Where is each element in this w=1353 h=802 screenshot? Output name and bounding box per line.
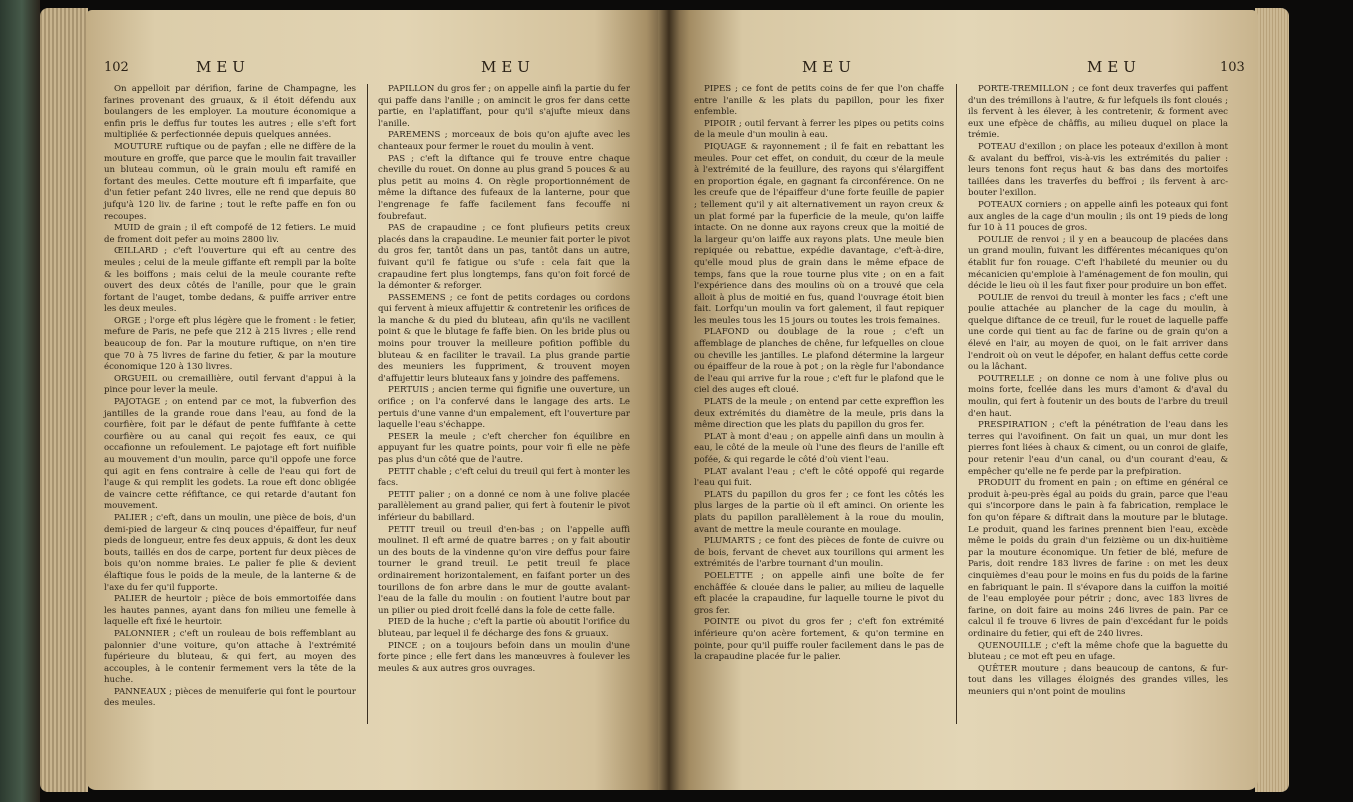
dictionary-entry: QUENOUILLE ; c'eft la même chofe que la baguette du bluteau ; ce mot eft peu en ufage. [968,640,1228,663]
dictionary-entry: PIPOIR ; outil fervant à ferrer les pipes ou petits coins de la meule d'un moulin à eau. [694,118,944,141]
right-page-number: 103 [1220,60,1245,75]
dictionary-entry: PLATS du papillon du gros fer ; ce font les côtés les plus larges de la partie où il eft aminci. On oriente les plats du papillon parallèlement à la roue du moulin, avant de mettre la meule courante en moulage. [694,489,944,535]
dictionary-entry: PETIT chable ; c'eft celui du treuil qui fert à monter les facs. [378,466,630,489]
dictionary-entry: PLAT à mont d'eau ; on appelle ainfi dans un moulin à eau, le côté de la meule où l'une des fleurs de l'anille eft pofée, & qui regarde le côté d'où vient l'eau. [694,431,944,465]
left-running-head-1: MEU [196,58,250,76]
column-divider [956,84,957,724]
dictionary-entry: PAPILLON du gros fer ; on appelle ainfi la partie du fer qui paffe dans l'anille ; on amincit le gros fer dans cette partie, en l'aplatiffant, pour qu'il s'ajufte mieux dans l'anille. [378,84,630,129]
dictionary-entry: ORGUEIL ou cremaillière, outil fervant d'appui à la pince pour lever la meule. [104,373,356,396]
dictionary-entry: QUÊTER mouture ; dans beaucoup de cantons, & fur-tout dans les villages éloignés des grandes villes, les meuniers qui n'ont point de moulins [968,663,1228,697]
right-running-head-2: MEU [1087,58,1141,76]
book-cover-left [0,0,40,802]
page-edges-left [40,8,88,792]
dictionary-entry: PLAFOND ou doublage de la roue ; c'eft un affemblage de planches de chêne, fur lefquelles on cloue ou cheville les jantilles. Le plafond détermine la largeur ou épaiffeur de la roue à pot ; on la règle fur l'abondance de l'eau qui arrive fur la roue ; c'eft fur le plafond que le ciel des auges eft cloué. [694,327,944,396]
dictionary-entry: POTEAU d'exillon ; on place les poteaux d'exillon à mont & avalant du beffroi, vis-à-vis les extrémités du palier : leurs tenons font reçus haut & bas dans des mortoifes taillées dans les traverfes du beffroi ; ils fervent à arc-bouter l'exillon. [968,141,1228,199]
dictionary-entry: PLAT avalant l'eau ; c'eft le côté oppofé qui regarde l'eau qui fuit. [694,466,944,489]
right-page-column-2 [968,84,1228,698]
dictionary-entry: PESER la meule ; c'eft chercher fon équilibre en appuyant fur les quatre points, pour voir fi elle ne pèfe pas plus d'un côté que de l'autre. [378,431,630,465]
column-divider [367,84,368,724]
dictionary-entry: PALIER ; c'eft, dans un moulin, une pièce de bois, d'un demi-pied de largeur & cinq pouces d'épaiffeur, fur neuf pieds de longueur, entre fes deux appuis, & dont les deux bouts, taillés en dos de carpe, portent fur deux pièces de bois qu'on nomme braies. Le palier fe plie & devient élaftique fous le poids de la meule, de la lanterne & de l'axe du fer qu'il fupporte. [104,512,356,593]
page-edges-right [1255,8,1289,792]
dictionary-entry: POINTE ou pivot du gros fer ; c'eft fon extrémité inférieure qu'on acère fortement, & qu'on termine en pointe, pour qu'il puiffe rouler facilement dans le pas de la crapaudine placée fur le palier. [694,617,944,663]
dictionary-entry: PLATS de la meule ; on entend par cette expreffion les deux extrémités du diamètre de la meule, pris dans la même direction que les plats du papillon du gros fer. [694,397,944,431]
dictionary-entry: PRESPIRATION ; c'eft la pénétration de l'eau dans les terres qui l'avoifinent. On fait un quai, un mur dont les pierres font liées à chaux & ciment, ou un conroi de glaife, pour retenir l'eau d'un canal, ou d'un courant d'eau, & empêcher qu'elle ne fe perde par la prefpiration. [968,420,1228,477]
book-gutter [658,10,680,790]
dictionary-entry: PASSEMENS ; ce font de petits cordages ou cordons qui fervent à mieux affujettir & contretenir les orifices de la manche & du pied du bluteau, afin qu'ils ne vacillent point & que le blutage fe faffe bien. On les bride plus ou moins pour trouver la meilleure pofition poffible du bluteau & en faciliter le travail. La plus grande partie des meuniers les fuppriment, & trouvent moyen d'affujettir leurs bluteaux fans y joindre des paffemens. [378,292,630,384]
dictionary-entry: POTEAUX corniers ; on appelle ainfi les poteaux qui font aux angles de la cage d'un moulin ; ils ont 19 pieds de long fur 10 à 11 pouces de gros. [968,199,1228,234]
left-page [86,10,664,790]
dictionary-entry: MOUTURE ruftique ou de payfan ; elle ne diffère de la mouture en groffe, que parce que le moulin fait travailler un bluteau commun, où le grain moulu eft ramifé en fortant des meules. Cette mouture eft fi imparfaite, que d'un fetier pefant 240 livres, elle ne rend que depuis 80 jufqu'à 120 liv. de farine ; tout le refte paffe en fon ou recoupes. [104,141,356,222]
dictionary-entry: PAS ; c'eft la diftance qui fe trouve entre chaque cheville du rouet. On donne au plus grand 5 pouces & au plus petit au moins 4. On règle proportionnément de même la diftance des fufeaux de la lanterne, pour que l'engrenage fe faffe facilement fans fecouffe ni foubrefaut. [378,153,630,222]
dictionary-entry: POULIE de renvoi du treuil à monter les facs ; c'eft une poulie attachée au plancher de la cage du moulin, à quelque diftance de ce treuil, fur le rouet de laquelle paffe une corde qui tient au fac de farine ou de grain qu'on a élevé en l'air, au moyen de quoi, on le fait arriver dans l'endroit où on veut le dépofer, en halant deffus cette corde ou la lâchant. [968,292,1228,373]
dictionary-entry: PETIT palier ; on a donné ce nom à une folive placée parallèlement au grand palier, qui fert à foutenir le pivot inférieur du babillard. [378,489,630,523]
dictionary-entry: PINCE ; on a toujours befoin dans un moulin d'une forte pince ; elle fert dans les manœuvres à foulever les meules & aux autres gros ouvrages. [378,640,630,674]
dictionary-entry: PERTUIS ; ancien terme qui fignifie une ouverture, un orifice ; on l'a confervé dans le langage des arts. Le pertuis d'une vanne d'un empalement, eft l'ouverture par laquelle l'eau s'échappe. [378,385,630,431]
dictionary-entry: PALIER de heurtoir ; pièce de bois emmortoifée dans les hautes pannes, ayant dans fon milieu une femelle à laquelle eft fixé le heurtoir. [104,594,356,628]
dictionary-entry: ORGE ; l'orge eft plus légère que le froment : le fetier, mefure de Paris, ne pefe que 212 à 215 livres ; elle rend beaucoup de fon. Par la mouture ruftique, on n'en tire que 70 à 75 livres de farine du fetier, & par la mouture économique 120 à 130 livres. [104,315,356,373]
left-page-column-1 [104,84,356,710]
dictionary-entry: PORTE-TREMILLON ; ce font deux traverfes qui paffent d'un des trémillons à l'autre, & fur lefquels ils font cloués ; ils fervent à les élever, à les contretenir, & forment avec eux une efpèce de châffis, au milieu duquel on place la trémie. [968,84,1228,141]
left-page-column-2 [378,84,630,675]
dictionary-entry: POULIE de renvoi ; il y en a beaucoup de placées dans un grand moulin, fuivant les différentes mécaniques qu'on établit fur fon rouage. C'eft l'habileté du meunier ou du mécanicien qu'emploie à l'aménagement de fon moulin, qui décide le lieu où il les faut fixer pour produire un bon effet. [968,234,1228,292]
dictionary-entry: POELETTE ; on appelle ainfi une boîte de fer enchâffée & clouée dans le palier, au milieu de laquelle eft placée la crapaudine, fur laquelle tourne le pivot du gros fer. [694,570,944,616]
dictionary-entry: PALONNIER ; c'eft un rouleau de bois reffemblant au palonnier d'une voiture, qu'on attache à l'extrémité fupérieure du bluteau, & qui fert, au moyen des accouples, à le contenir fermement vers la tête de la huche. [104,628,356,686]
dictionary-entry: PIPES ; ce font de petits coins de fer que l'on chaffe entre l'anille & les plats du papillon, pour les fixer enfemble. [694,84,944,118]
dictionary-entry: MUID de grain ; il eft compofé de 12 fetiers. Le muid de froment doit pefer au moins 2800 liv. [104,223,356,245]
dictionary-entry: PETIT treuil ou treuil d'en-bas ; on l'appelle auffi moulinet. Il eft armé de quatre barres ; on y fait aboutir un des bouts de la vindenne qu'on vire deffus pour faire tourner le grand treuil. Le petit treuil fe place ordinairement horizontalement, en faifant porter un des tourillons de fon arbre dans le mur de goutte avalant-l'eau de la falle du moulin : on foutient l'autre bout par un pilier ou pied droit fcellé dans la fole de cette falle. [378,524,630,616]
dictionary-entry: PAREMENS ; morceaux de bois qu'on ajufte avec les chanteaux pour fermer le rouet du moulin à vent. [378,130,630,152]
left-page-number: 102 [104,60,129,75]
dictionary-entry: PLUMARTS ; ce font des pièces de fonte de cuivre ou de bois, fervant de chevet aux tourillons qui arment les extrémités de l'arbre tournant d'un moulin. [694,536,944,570]
right-page-column-1 [694,84,944,664]
right-running-head-1: MEU [802,58,856,76]
left-running-head-2: MEU [481,58,535,76]
dictionary-entry: On appelloit par dérifion, farine de Champagne, les farines provenant des gruaux, & il étoit défendu aux boulangers de les employer. La mouture économique a enfin pris le deffus fur toutes les autres ; elle s'eft fort multipliée & perfectionnée depuis quelques années. [104,84,356,141]
dictionary-entry: PIQUAGE & rayonnement ; il fe fait en rebattant les meules. Pour cet effet, on conduit, du cœur de la meule à l'extrémité de la feuillure, des rayons qui s'élargiffent en proportion égale, en gagnant fa circonférence. On ne les creufe que de l'épaiffeur d'une forte feuille de papier ; tellement qu'il y ait alternativement un rayon creux & un plat formé par la fuperficie de la meule, qu'on laiffe intacte. On ne donne aux rayons creux que la moitié de la largeur qu'on laiffe aux rayons plats. Une meule bien repiquée ou rebattue, expédie davantage, c'eft-à-dire, qu'elle moud plus de grain dans le même efpace de temps, fans que la roue tourne plus vite ; on en a fait l'expérience dans des moulins où on a trouvé que cela alloit à plus de moitié en fus, quand l'ouvrage étoit bien fait. Lorfqu'un moulin va fort galement, il faut repiquer les meules tous les 15 jours ou toutes les trois femaines. [694,141,944,326]
dictionary-entry: POUTRELLE ; on donne ce nom à une folive plus ou moins forte, fcellée dans les murs d'amont & d'aval du moulin, qui fert à foutenir un des bouts de l'arbre du treuil d'en haut. [968,373,1228,419]
dictionary-entry: PRODUIT du froment en pain ; on eftime en général ce produit à-peu-près égal au poids du grain, parce que l'eau qui s'incorpore dans le pain à fa fabrication, remplace le fon qu'on fépare & diftrait dans la mouture par le blutage. Le produit, quand les farines prennent bien l'eau, excède même le poids du grain d'un feizième ou un dix-huitième par la mouture économique. Un fetier de blé, mefure de Paris, doit rendre 183 livres de farine : on met les deux cinquièmes d'eau pour le moins en fus du poids de la farine en fabriquant le pain. Il s'évapore dans la cuiffon la moitié de l'eau employée pour pétrir ; donc, avec 183 livres de farine, on doit faire au moins 246 livres de pain. Par ce calcul il fe trouve 6 livres de pain d'excédant fur le poids ordinaire du fetier, qui eft de 240 livres. [968,478,1228,639]
dictionary-entry: PAS de crapaudine ; ce font plufieurs petits creux placés dans la crapaudine. Le meunier fait porter le pivot du gros fer, tantôt dans un pas, tantôt dans un autre, fuivant qu'il fe fatigue ou s'ufe : cela fait que la crapaudine fert plus longtemps, fans qu'on foit forcé de la démonter & reforger. [378,223,630,292]
dictionary-entry: ŒILLARD ; c'eft l'ouverture qui eft au centre des meules ; celui de la meule giffante eft rempli par la boîte & les boiffons ; mais celui de la meule courante refte ouvert des deux côtés de l'anille, pour que le grain fortant de l'auget, tombe dedans, & puiffe arriver entre les deux meules. [104,246,356,315]
dictionary-entry: PAJOTAGE ; on entend par ce mot, la fubverfion des jantilles de la grande roue dans l'eau, au fond de la courfière, foit par le défaut de pente fuffifante à cette courfière ou au canal qui reçoit fes eaux, ce qui occafionne un refoulement. Le pajotage eft fort nuifible au mouvement d'un moulin, parce qu'il oppofe une force qui agit en fens contraire à celle de l'eau qui fort de l'auge & qui remplit les godets. La roue eft donc obligée de vaincre cette réfiftance, ce qui retarde d'autant fon mouvement. [104,397,356,512]
right-page [672,10,1258,790]
dictionary-entry: PANNEAUX ; pièces de menuiferie qui font le pourtour des meules. [104,686,356,709]
dictionary-entry: PIED de la huche ; c'eft la partie où aboutit l'orifice du bluteau, par lequel il fe décharge des fons & gruaux. [378,617,630,639]
